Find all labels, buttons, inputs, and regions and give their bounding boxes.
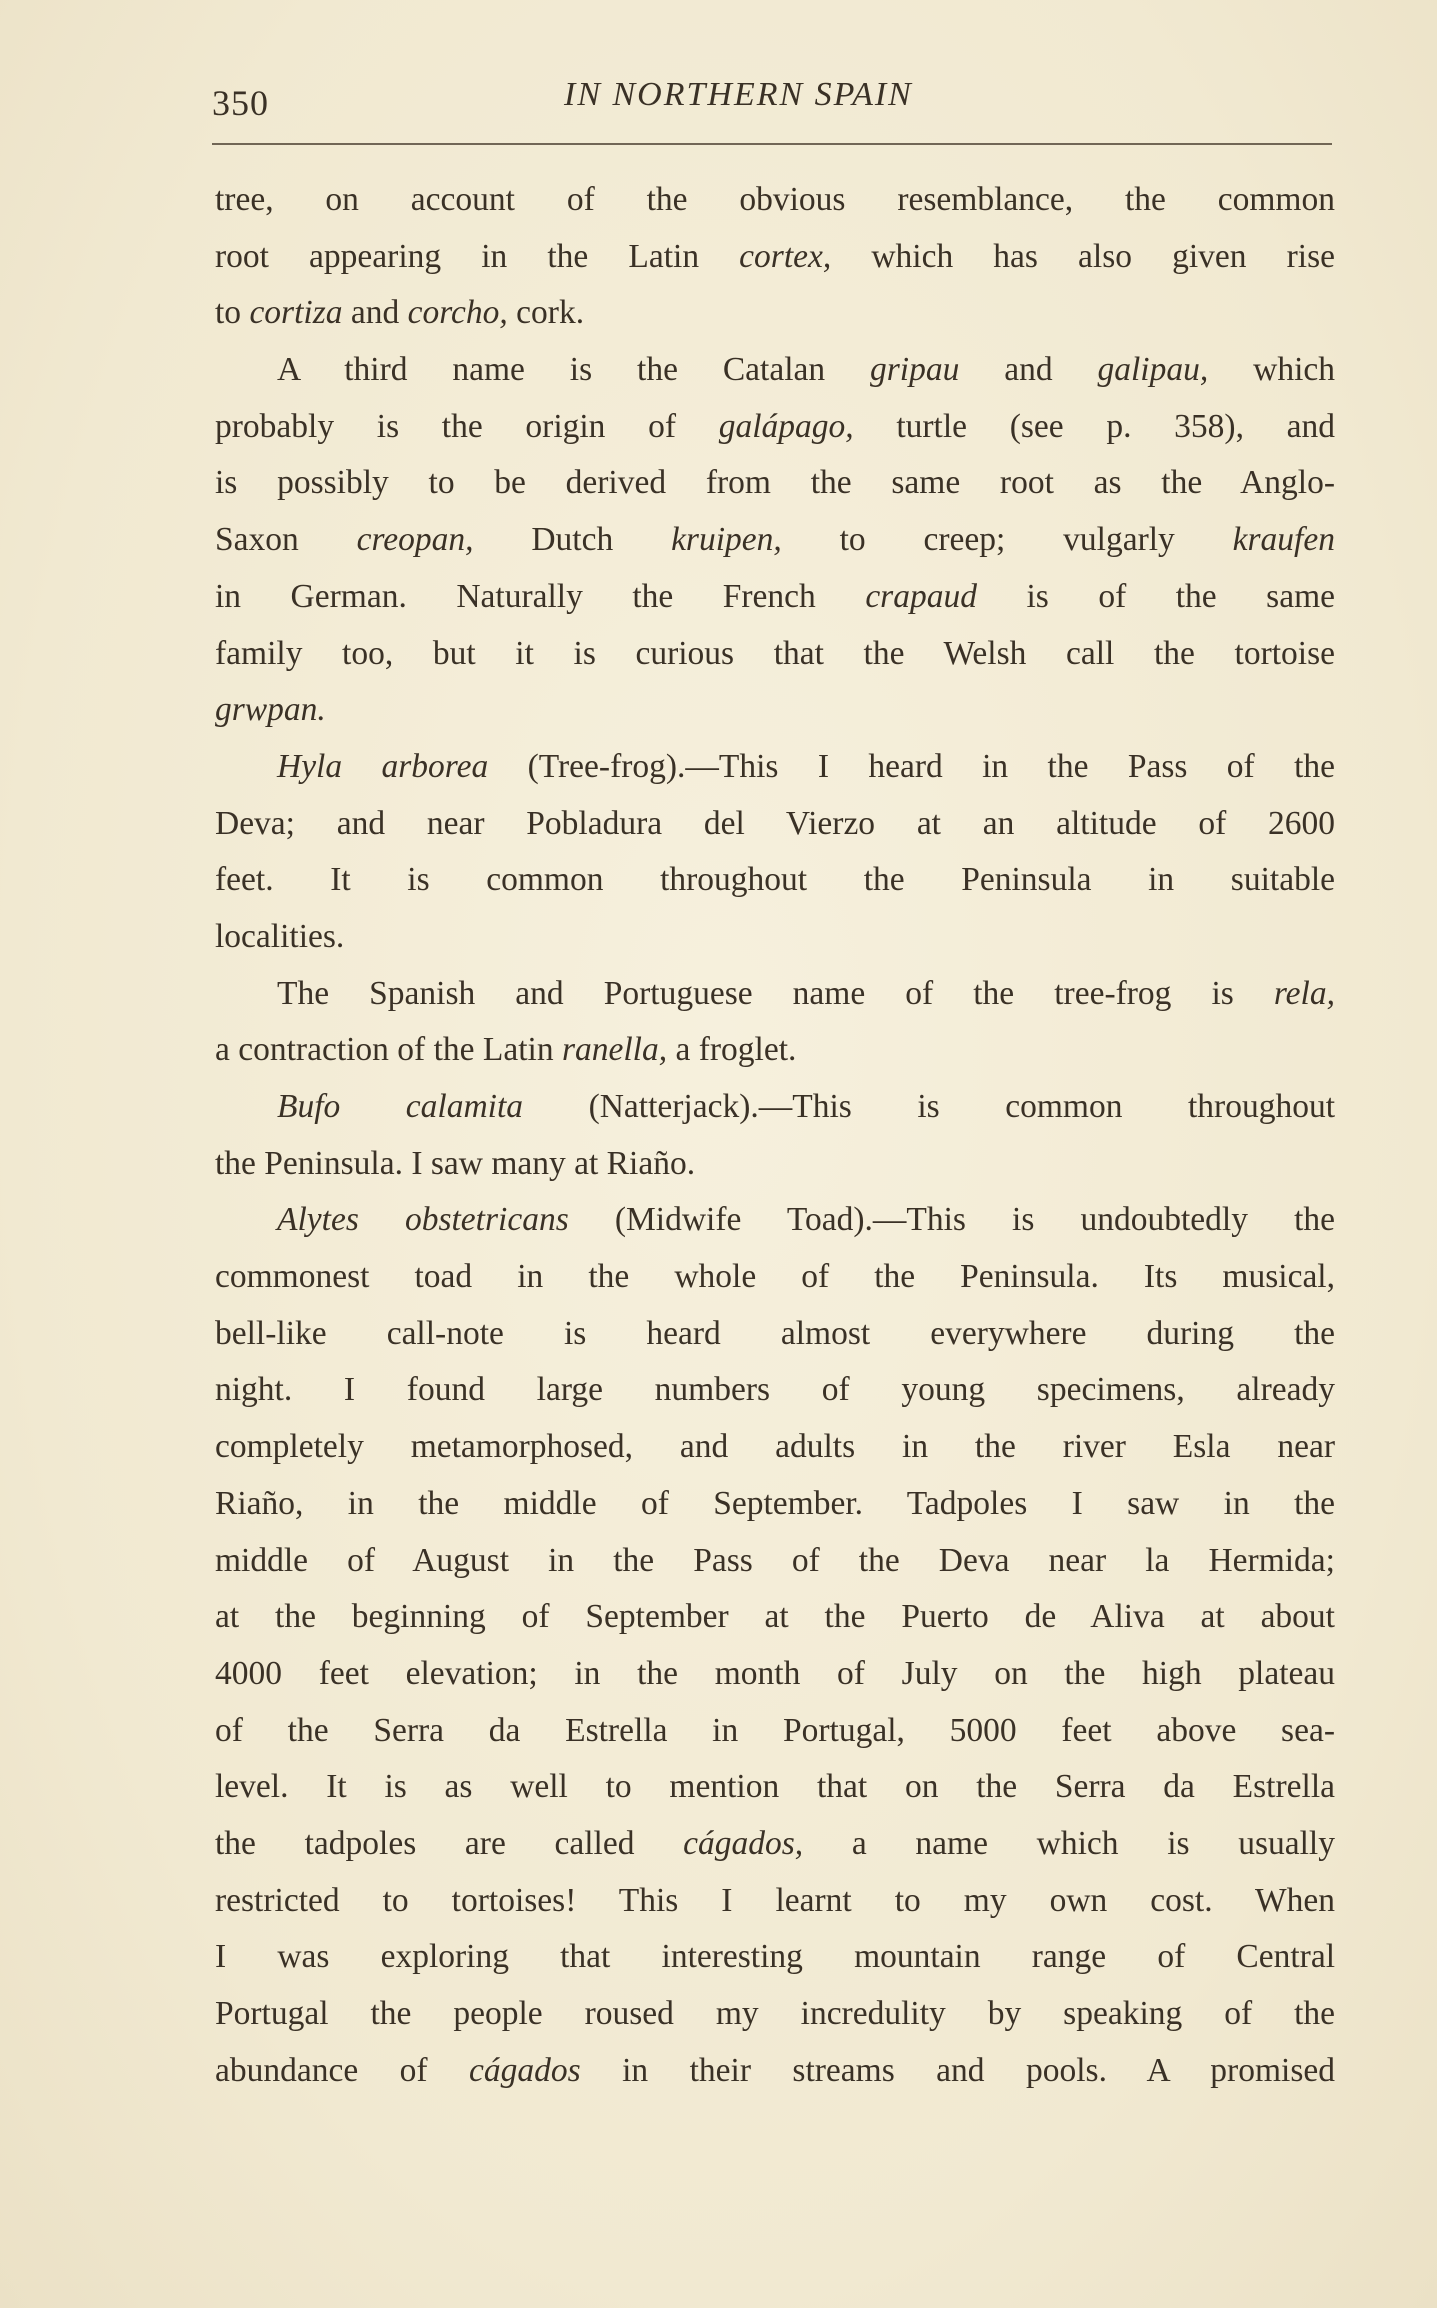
italic-term: galipau, xyxy=(1097,351,1209,389)
body-text xyxy=(215,172,1335,2099)
text-segment: abundance of xyxy=(215,2051,469,2089)
text-segment: to xyxy=(215,294,250,332)
text-line xyxy=(215,569,1335,626)
text-line xyxy=(215,1136,1335,1193)
italic-term: Alytes obstetricans xyxy=(277,1201,569,1239)
text-segment: and xyxy=(342,294,408,332)
italic-term: cágados, xyxy=(683,1824,804,1862)
text-line xyxy=(215,1419,1335,1476)
text-line xyxy=(215,1533,1335,1590)
text-segment: in German. Naturally the French xyxy=(215,577,866,615)
italic-term: cágados xyxy=(469,2051,581,2089)
text-segment: family too, but it is curious that the Welsh call the tortoise xyxy=(215,634,1335,672)
text-segment: Dutch xyxy=(473,521,672,559)
text-segment: A third name is the Catalan xyxy=(277,351,871,389)
text-segment: Deva; and near Pobladura del Vierzo at an altitude of 2600 xyxy=(215,804,1335,842)
text-segment: root appearing in the Latin xyxy=(215,237,740,275)
text-segment: Portugal the people roused my incredulity by speaking of the xyxy=(215,1995,1335,2032)
text-segment: tree, on account of the obvious resemblance, the common xyxy=(215,181,1335,218)
text-line xyxy=(215,1079,1335,1136)
text-line xyxy=(215,1589,1335,1646)
text-line xyxy=(215,852,1335,909)
text-segment: (Midwife Toad).—This is undoubtedly the xyxy=(568,1201,1335,1239)
text-segment: completely metamorphosed, and adults in the river Esla near xyxy=(215,1428,1335,1466)
text-segment: probably is the origin of xyxy=(215,407,719,445)
text-segment: cork. xyxy=(507,294,585,332)
text-segment: restricted to tortoises! This I learnt to my own cost. When xyxy=(215,1881,1335,1919)
running-head: IN NORTHERN SPAIN xyxy=(564,76,913,113)
italic-term: kruipen, xyxy=(671,521,782,559)
text-line xyxy=(215,1986,1335,2043)
text-segment: night. I found large numbers of young specimens, already xyxy=(215,1371,1335,1409)
text-line xyxy=(215,1306,1335,1363)
text-segment: of the Serra da Estrella in Portugal, 5000 feet above sea- xyxy=(215,1711,1335,1749)
text-segment: to creep; vulgarly xyxy=(781,521,1233,559)
page-header xyxy=(212,70,1332,130)
text-line xyxy=(215,1249,1335,1306)
text-segment: Saxon xyxy=(215,521,357,559)
text-line xyxy=(215,1929,1335,1986)
text-segment: is possibly to be derived from the same root as the Anglo- xyxy=(215,464,1335,502)
text-line xyxy=(215,172,1335,229)
text-line xyxy=(215,739,1335,796)
italic-term: Bufo calamita xyxy=(277,1088,524,1125)
text-line xyxy=(215,399,1335,456)
text-segment: level. It is as well to mention that on the Serra da Estrella xyxy=(215,1768,1335,1806)
text-line xyxy=(215,966,1335,1023)
text-line xyxy=(215,1873,1335,1930)
text-segment: middle of August in the Pass of the Deva near la Hermida; xyxy=(215,1541,1335,1579)
text-segment: in their streams and pools. A promised xyxy=(580,2051,1335,2089)
text-segment: I was exploring that interesting mountain range of Central xyxy=(215,1938,1335,1976)
italic-term: crapaud xyxy=(865,577,977,615)
italic-term: rela, xyxy=(1273,974,1335,1012)
text-segment: commonest toad in the whole of the Peninsula. Its musical, xyxy=(215,1258,1335,1296)
text-line xyxy=(215,2043,1335,2100)
text-segment: at the beginning of September at the Puerto de Aliva at about xyxy=(215,1598,1335,1636)
italic-term: creopan, xyxy=(356,521,474,559)
text-segment: is of the same xyxy=(976,577,1335,615)
italic-term: ranella, xyxy=(561,1031,668,1069)
text-line xyxy=(215,1362,1335,1419)
text-segment: a contraction of the Latin xyxy=(215,1031,562,1069)
text-line xyxy=(215,796,1335,853)
text-segment: the tadpoles are called xyxy=(215,1824,684,1862)
text-line xyxy=(215,1816,1335,1873)
text-segment: and xyxy=(959,351,1098,389)
text-segment: the Peninsula. I saw many at Riaño. xyxy=(215,1144,696,1182)
text-segment: feet. It is common throughout the Peninsula in suitable xyxy=(215,861,1335,899)
text-line xyxy=(215,1192,1335,1249)
text-segment: localities. xyxy=(215,917,345,955)
text-segment: Riaño, in the middle of September. Tadpoles I saw in the xyxy=(215,1484,1335,1522)
text-line xyxy=(215,1476,1335,1533)
text-line xyxy=(215,342,1335,399)
text-line xyxy=(215,1703,1335,1760)
text-segment: The Spanish and Portuguese name of the tree-frog is xyxy=(277,974,1274,1012)
text-line xyxy=(215,512,1335,569)
italic-term: gripau xyxy=(870,351,960,389)
text-line xyxy=(215,682,1335,739)
text-segment: 4000 feet elevation; in the month of July on the high plateau xyxy=(215,1654,1335,1692)
text-line xyxy=(215,1646,1335,1703)
italic-term: kraufen xyxy=(1232,521,1335,559)
italic-term: cortex, xyxy=(739,237,832,275)
text-line xyxy=(215,626,1335,683)
italic-term: corcho, xyxy=(407,294,508,332)
page-number: 350 xyxy=(212,83,269,123)
italic-term: Hyla arborea xyxy=(277,747,489,785)
text-segment: bell-like call-note is heard almost everywhere during the xyxy=(215,1314,1335,1352)
text-segment: which xyxy=(1208,351,1335,389)
text-segment: a froglet. xyxy=(667,1031,797,1069)
text-line xyxy=(215,1759,1335,1816)
text-line xyxy=(215,285,1335,342)
italic-term: cortiza xyxy=(249,294,343,332)
text-line xyxy=(215,909,1335,966)
text-segment: turtle (see p. 358), and xyxy=(853,407,1335,445)
italic-term: grwpan. xyxy=(215,691,326,729)
text-line xyxy=(215,229,1335,286)
text-segment: which has also given rise xyxy=(831,237,1335,275)
header-rule xyxy=(212,143,1332,145)
text-segment: (Tree-frog).—This I heard in the Pass of the xyxy=(488,747,1335,785)
text-line xyxy=(215,1022,1335,1079)
text-segment: a name which is usually xyxy=(803,1824,1335,1862)
text-line xyxy=(215,455,1335,512)
italic-term: galápago, xyxy=(718,407,854,445)
text-segment: (Natterjack).—This is common throughout xyxy=(523,1088,1335,1125)
